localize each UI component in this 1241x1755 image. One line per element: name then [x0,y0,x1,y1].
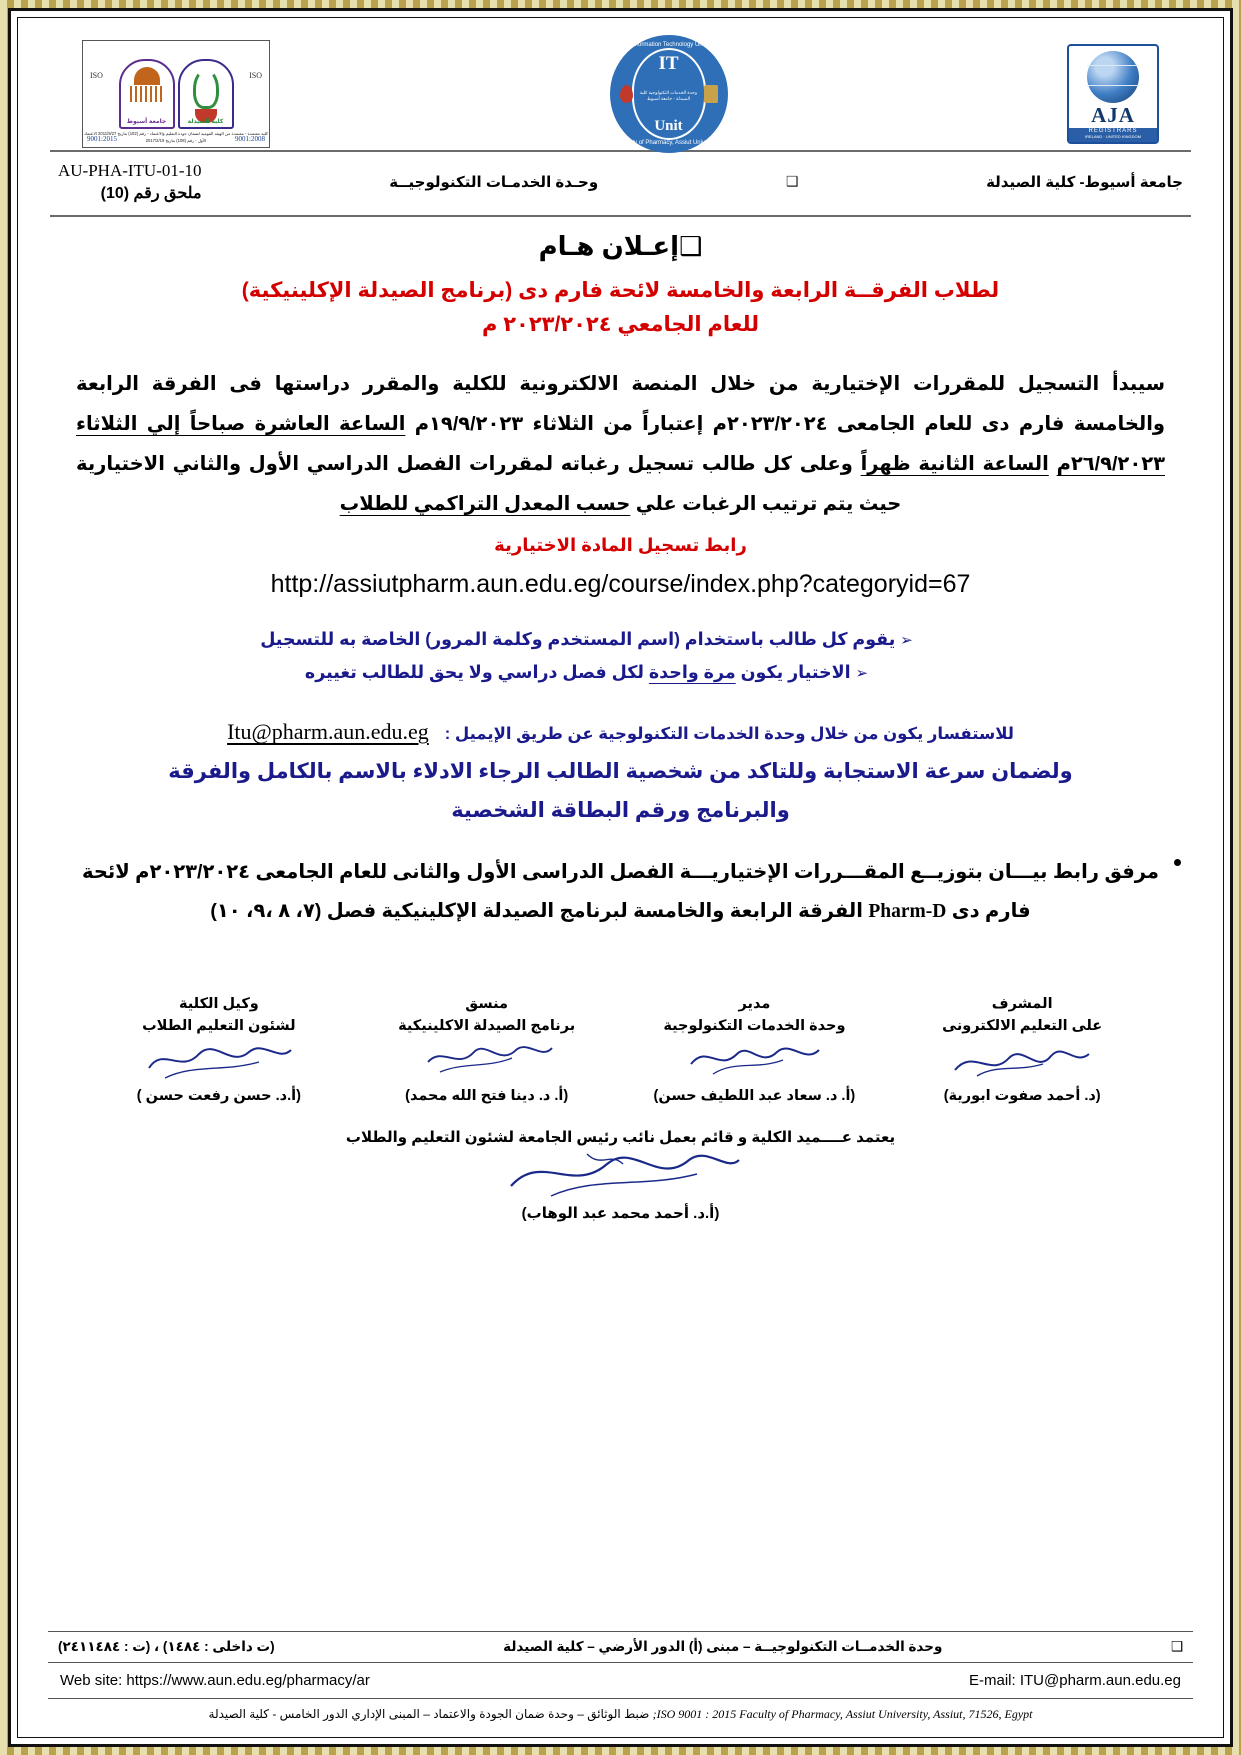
signature-block-supervisor [895,993,1149,1104]
it-unit-seal [610,35,728,153]
identity-note-line2: والبرنامج ورقم البطاقة الشخصية [451,799,790,823]
page-border-inner [17,17,1224,1738]
attachment-text2: الفرقة الرابعة والخامسة لبرنامج الصيدلة الإكلينيكية فصل (٧، ٨ ،٩، ١٠) [210,899,863,922]
pharmacy-leaf-icon [620,85,633,103]
signature-block-unit-manager [628,993,882,1104]
main-paragraph-part2: وعلى كل طالب تسجيل رغباته لمقررات الفصل الدراسي الأول والثاني الاختيارية حيث يتم ترتيب الرغبات علي [76,452,902,515]
header-university-faculty: جامعة أسيوط- كلية الصيدلة [986,174,1183,192]
main-paragraph [76,365,1165,525]
handwritten-signature [895,1038,1149,1086]
signature-name: (د. أحمد صفوت ابورية) [943,1087,1101,1104]
it-text: IT [658,53,679,74]
footer-iso-arabic: ضبط الوثائق – وحدة ضمان الجودة والاعتماد – المبنى الإداري الدور الخامس - كلية الصيدلة [208,1707,650,1721]
registration-url[interactable]: http://assiutpharm.aun.edu.eg/course/index.php?categoryid=67 [270,569,971,598]
footer-address: وحدة الخدمــات التكنولوجيــة – مبنى (أ) الدور الأرضي – كلية الصيدلة [503,1639,943,1654]
aja-subtitle: REGISTRARS [1069,128,1157,134]
dean-approval-block [72,1128,1169,1222]
document-annex: ملحق رقم (10) [100,184,202,202]
instructions-list [72,623,1109,690]
globe-icon [1087,51,1139,103]
footer-square-icon: ❑ [1170,1639,1183,1654]
bullet-arrow-icon: ➢ [900,630,913,649]
iso-right-label: ISO [249,71,262,80]
dean-approval-name: (أ.د. أحمد محمد عبد الوهاب) [521,1204,720,1222]
it-unit-arc-bottom: Faculty of Pharmacy, Assiut University [617,140,720,146]
signature-role-line1: وكيل الكلية [178,995,259,1012]
unit-text: Unit [654,118,683,134]
list-item-label: يقوم كل طالب باستخدام (اسم المستخدم وكلمة المرور) الخاصة به للتسجيل [260,628,896,649]
red-heading-line2: للعام الجامعي ٢٠٢٣/٢٠٢٤ م [481,313,760,337]
signature-role-line2: برنامج الصيدلة الاكلينيكية [398,1018,576,1035]
handwritten-signature [628,1038,882,1086]
announcement-title [72,231,1169,262]
signature-block-vice-dean [92,993,346,1104]
identity-note [72,753,1169,831]
handwritten-signature [360,1038,614,1086]
footer-phone: (ت داخلى : ١٤٨٤) ، (ت : ٢٤١١٤٨٤) [58,1639,275,1654]
dean-approval-role: يعتمد عــــميد الكلية و قائم بعمل نائب رئيس الجامعة لشئون التعليم والطلاب [345,1128,896,1146]
document-header [42,152,1199,215]
university-shield-icon: جامعة أسيوط [119,59,175,129]
header-square-icon: ❑ [785,174,799,191]
signature-role-line1: المشرف [991,995,1053,1012]
signature-name: (أ. د. سعاد عبد اللطيف حسن) [653,1087,856,1104]
footer-website[interactable]: Web site: https://www.aun.edu.eg/pharmacy/ar [60,1672,370,1689]
signature-row [92,993,1149,1104]
bullet-arrow-icon: ➢ [855,663,869,682]
contact-email-line [72,719,1169,745]
signature-role-line1: مدير [738,995,771,1012]
document-sheet [42,30,1199,1727]
list-item-post: لكل فصل دراسي ولا يحق للطالب تغييره [304,661,644,682]
signature-name: (أ. د. دينا فتح الله محمد) [405,1087,569,1104]
red-heading-line1: لطلاب الفرقــة الرابعة والخامسة لائحة فارم دى (برنامج الصيدلة الإكلينيكية) [241,278,1000,302]
registration-link-label: رابط تسجيل المادة الاختيارية [494,534,747,555]
contact-email-label: للاستفسار يكون من خلال وحدة الخدمات التكنولوجية عن طريق الإيميل : [444,725,1014,744]
bullet-dot-icon [1174,859,1181,866]
signature-role-line1: منسق [465,995,508,1012]
list-item-underlined: مرة واحدة [648,661,736,682]
footer-iso-english: ISO 9001 : 2015 Faculty of Pharmacy, Assiut University, Assiut, 71526, Egypt; [652,1707,1033,1721]
footer-email[interactable]: E-mail: ITU@pharm.aun.edu.eg [969,1672,1181,1689]
announcement-red-heading [72,274,1169,343]
list-item [72,656,1109,689]
footer-address-row [42,1632,1199,1662]
handwritten-signature [92,1038,346,1086]
signature-block-program-coordinator [360,993,614,1104]
iso-bottom-left: 9001:2015 [87,135,117,143]
aja-registrars-logo [1067,44,1159,144]
document-footer [42,1631,1199,1727]
attachment-text1: مرفق رابط بيـــان بتوزيــع المقـــررات الإختياريـــة الفصل الدراسى الأول والثانى للعام الجامعى ٢٠٢٣/٢٠٢٤م لائحة فارم دى [82,860,1160,922]
dean-handwritten-signature [72,1146,1169,1204]
footer-contact-row [42,1663,1199,1698]
logo-row [42,30,1199,150]
announcement-square-icon: ❑ [679,231,703,262]
footer-iso-row [42,1699,1199,1727]
header-unit-name: وحـدة الخدمـات التكنولوجيــة [389,174,599,192]
it-unit-arabic-text: وحدة الخدمات التكنولوجية كلية الصيدلة - جامعة أسيوط [639,90,698,101]
main-paragraph-underline1: الساعة العاشرة صباحاً إلي الثلاثاء ٢٦/٩/٢٠٢٣م [76,412,1166,475]
contact-email-address[interactable]: Itu@pharm.aun.edu.eg [227,719,429,745]
document-code: AU-PHA-ITU-01-10 [58,161,202,180]
iso-accreditation-logo [82,40,270,148]
list-item-pre: الاختيار يكون [740,661,851,682]
it-unit-arc-top: Information Technology Unit [631,42,706,48]
header-doc-code-block [58,160,202,205]
signature-name: (أ.د. حسن رفعت حسن ) [136,1087,301,1104]
main-paragraph-part1: سيبدأ التسجيل للمقررات الإختيارية من خلال المنصة الالكترونية للكلية والمقرر دراستها فى الفرقة الرابعة والخامسة فارم دى للعام الجامعى ٢٠٢٣/٢٠٢٤م إعتباراً من الثلاثاء ١٩/٩/٢٠٢٣م [76,372,1165,435]
signature-role-line2: لشئون التعليم الطلاب [142,1018,296,1035]
announcement-title-text: إعـلان هـام [538,230,680,261]
list-item [72,623,1109,656]
iso-left-label: ISO [90,71,103,80]
attachment-paragraph [82,853,1159,931]
attachment-pharmd-label: Pharm-D [868,900,947,922]
university-emblem-icon [704,85,718,103]
aja-title: AJA [1091,103,1135,127]
signature-role-line2: على التعليم الالكترونى [942,1018,1103,1035]
iso-caption: كلية معتمدة - معتمدة من الهيئة القومية لضمان جودة التعليم والاعتماد - رقم (102) بتاريخ 2011/9/27 الاعتماد الأول - رقم (108) بتاريخ 2017/2/19 [84,131,268,143]
signature-role-line2: وحدة الخدمات التكنولوجية [663,1018,846,1035]
document-body [42,217,1199,1631]
page-border-outer [8,8,1233,1747]
iso-bottom-right: 9001:2008 [235,135,265,143]
pharmacy-shield-icon: كلية الصيدلة [178,59,234,129]
main-paragraph-underline3: حسب المعدل التراكمي للطلاب [339,492,631,515]
aja-subtitle2: IRELAND · UNITED KINGDOM [1069,134,1157,142]
identity-note-line1: ولضمان سرعة الاستجابة وللتاكد من شخصية الطالب الرجاء الادلاء بالاسم بالكامل والفرقة [168,760,1073,784]
main-paragraph-underline2: الساعة الثانية ظهراً [860,452,1049,475]
